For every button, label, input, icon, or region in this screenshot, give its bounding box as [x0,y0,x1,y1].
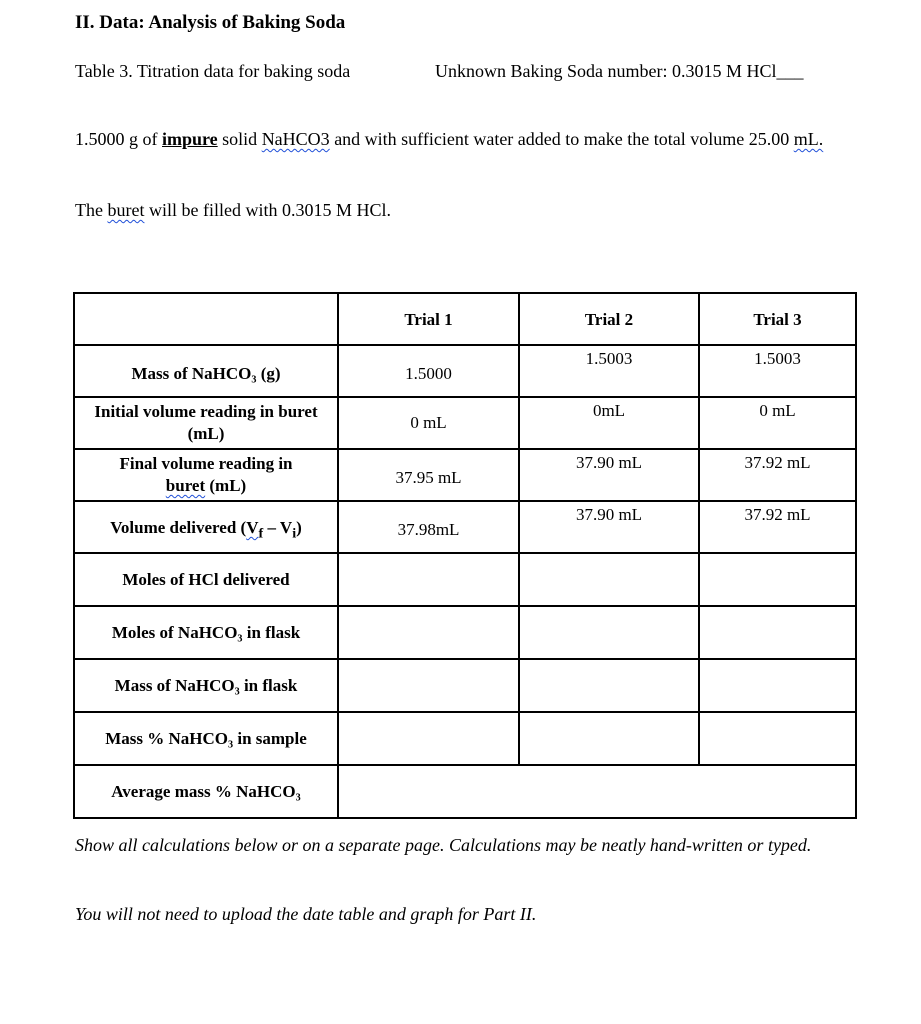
buret-term: buret [107,200,145,220]
cell-trial-2[interactable] [519,606,699,659]
cell-trial-1[interactable]: 1.5000 [338,345,519,397]
cell-trial-1[interactable] [338,553,519,606]
row-label-text: Final volume reading in [119,454,293,473]
row-label [74,501,338,553]
cell-trial-3[interactable]: 0 mL [699,397,856,449]
cell-trial-2[interactable]: 37.90 mL [519,449,699,501]
header-trial-3: Trial 3 [699,293,856,345]
table-caption: Table 3. Titration data for baking soda [75,61,351,81]
upload-note: You will not need to upload the date table and graph for Part II. [75,904,537,924]
titration-data-table [73,292,857,819]
header-trial-2: Trial 2 [519,293,699,345]
cell-trial-2[interactable]: 1.5003 [519,345,699,397]
unknown-number-line [435,61,804,82]
table-row [74,449,856,501]
average-cell[interactable] [338,765,856,818]
row-label: Mass of NaHCO₃ in flask [74,659,338,712]
buret-text: The [75,200,108,220]
row-label-text: Volume delivered ( [110,517,247,537]
table-row [74,606,856,659]
unknown-label: Unknown Baking Soda number: 0.3015 M HCl [435,61,777,81]
header-blank [74,293,338,345]
row-label: Initial volume reading in buret (mL) [74,397,338,449]
cell-trial-3[interactable] [699,553,856,606]
nahco3-term: NaHCO3 [261,129,330,149]
table-row [74,765,856,818]
table-header-row [74,293,856,345]
cell-trial-3[interactable] [699,712,856,765]
row-label: Average mass % NaHCO₃ [74,765,338,818]
intro-text: 1.5000 g of [75,129,162,149]
buret-text: will be filled with 0.3015 M HCl. [144,200,391,220]
row-label: Mass of NaHCO₃ (g) [74,345,338,397]
calculations-note: Show all calculations below or on a separate page. Calculations may be neatly hand-written or typed. [75,835,812,855]
vf-subscript: f [258,525,264,542]
cell-trial-3[interactable]: 37.92 mL [699,449,856,501]
vi-subscript: i [292,525,297,542]
cell-trial-3[interactable] [699,659,856,712]
cell-trial-2[interactable] [519,659,699,712]
ml-term: mL. [793,129,824,149]
intro-text: solid [217,129,262,149]
table-row [74,712,856,765]
buret-paragraph [75,200,391,221]
vf-term [246,517,264,542]
intro-text: and with sufficient water added to make the total volume 25.00 [329,129,794,149]
row-label-text: – V [263,517,293,537]
table-row [74,659,856,712]
row-label [74,449,338,501]
impure-emphasis: impure [162,129,218,149]
cell-trial-2[interactable]: 0mL [519,397,699,449]
row-label: Moles of HCl delivered [74,553,338,606]
buret-term: buret [165,476,206,495]
table-row [74,345,856,397]
cell-trial-1[interactable]: 37.98mL [338,501,519,553]
table-row [74,397,856,449]
vf-letter: V [246,517,259,537]
cell-trial-2[interactable]: 37.90 mL [519,501,699,553]
cell-trial-2[interactable] [519,553,699,606]
row-label: Moles of NaHCO₃ in flask [74,606,338,659]
cell-trial-1[interactable] [338,712,519,765]
row-label-text: ) [296,517,302,537]
cell-trial-3[interactable] [699,606,856,659]
header-trial-1: Trial 1 [338,293,519,345]
cell-trial-2[interactable] [519,712,699,765]
intro-paragraph [75,128,855,151]
cell-trial-3[interactable]: 1.5003 [699,345,856,397]
cell-trial-3[interactable]: 37.92 mL [699,501,856,553]
cell-trial-1[interactable]: 37.95 mL [338,449,519,501]
table-row [74,553,856,606]
cell-trial-1[interactable] [338,606,519,659]
section-title: II. Data: Analysis of Baking Soda [75,12,346,33]
row-label-text: (mL) [205,476,247,495]
row-label: Mass % NaHCO₃ in sample [74,712,338,765]
table-row [74,501,856,553]
cell-trial-1[interactable] [338,659,519,712]
cell-trial-1[interactable]: 0 mL [338,397,519,449]
unknown-blank: ___ [776,61,804,81]
